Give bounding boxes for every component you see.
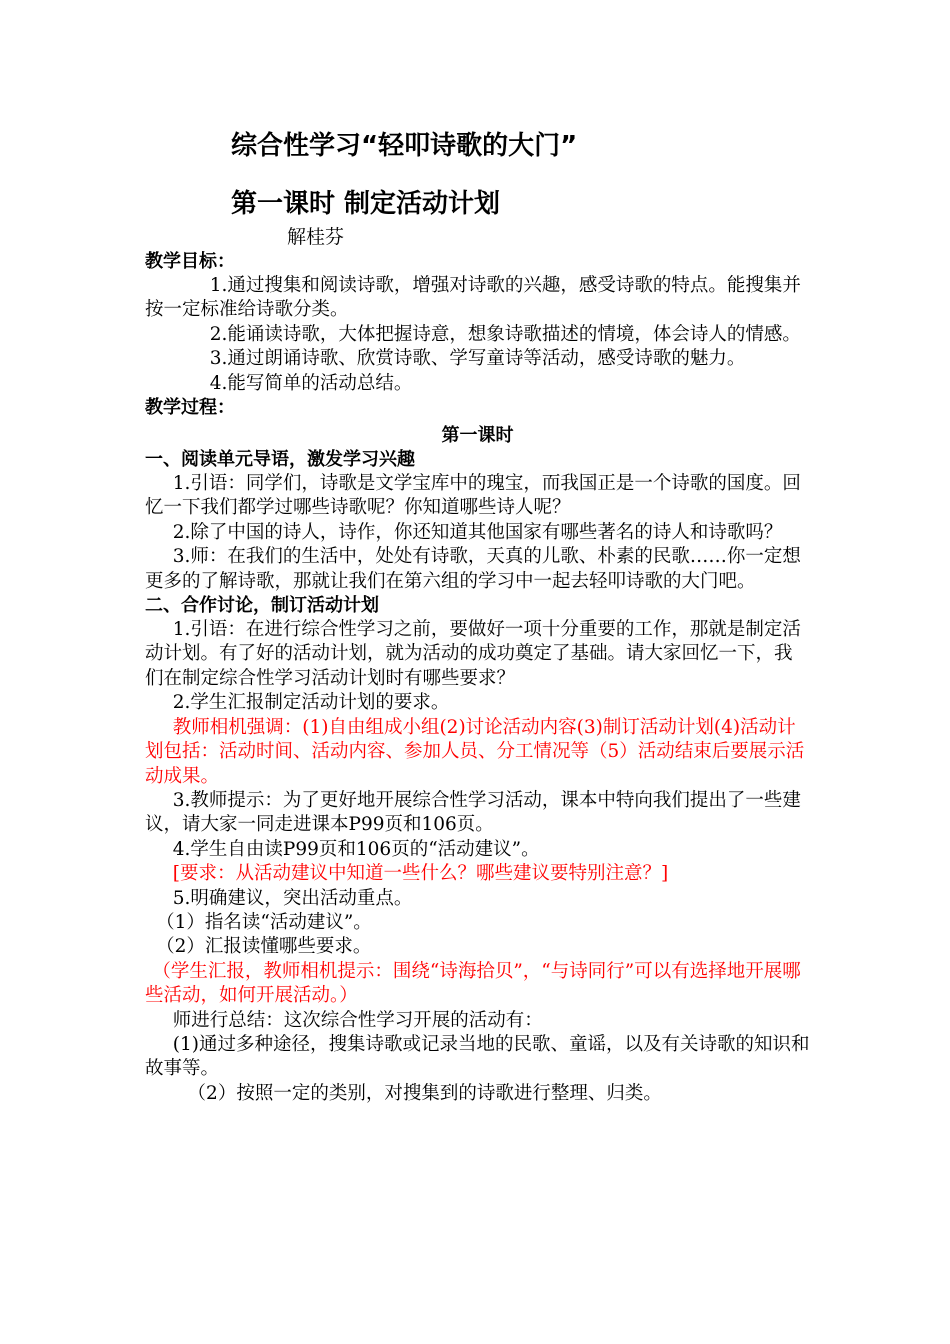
section1-item: 3.师：在我们的生活中，处处有诗歌，天真的儿歌、朴素的民歌……你一定想更多的了解诗歌，那就让我们在第六组的学习中一起去轻叩诗歌的大门吧。 — [145, 546, 801, 592]
document-subtitle: 第一课时 制定活动计划 — [231, 189, 501, 219]
goal-item: 2.能诵读诗歌，大体把握诗意，想象诗歌描述的情境，体会诗人的情感。 — [209, 323, 801, 345]
section2-paragraph: （2）汇报读懂哪些要求。 — [156, 936, 372, 958]
goal-item: 1.通过搜集和阅读诗歌，增强对诗歌的兴趣，感受诗歌的特点。能搜集并按一定标准给诗歌分类。 — [145, 275, 801, 321]
author-name: 解桂芬 — [287, 226, 345, 248]
section1-item: 1.引语：同学们，诗歌是文学宝库中的瑰宝，而我国正是一个诗歌的国度。回忆一下我们都学过哪些诗歌呢？你知道哪些诗人呢？ — [145, 473, 801, 519]
section2-paragraph: 师进行总结：这次综合性学习开展的活动有： — [172, 1009, 543, 1031]
section2-paragraph: （1）指名读“活动建议”。 — [156, 911, 372, 933]
section2-paragraph: 3.教师提示：为了更好地开展综合性学习活动，课本中特向我们提出了一些建议，请大家一同走进课本P99页和106页。 — [145, 789, 801, 836]
section2-heading: 二、合作讨论，制订活动计划 — [145, 595, 379, 617]
document-title: 综合性学习“轻叩诗歌的大门” — [231, 131, 578, 161]
section1-heading: 一、阅读单元导语，激发学习兴趣 — [145, 449, 415, 471]
document-page — [145, 128, 810, 1106]
section2-paragraph: 1.引语：在进行综合性学习之前，要做好一项十分重要的工作，那就是制定活动计划。有了好的活动计划，就为活动的成功奠定了基础。请大家回忆一下，我们在制定综合性学习活动计划时有哪些要求？ — [145, 619, 801, 689]
goal-item: 4.能写简单的活动总结。 — [209, 372, 413, 394]
section2-paragraph: （2）按照一定的类别，对搜集到的诗歌进行整理、归类。 — [187, 1082, 662, 1104]
goals-heading: 教学目标： — [145, 251, 235, 272]
section2-paragraph: 4.学生自由读P99页和106页的“活动建议”。 — [172, 838, 540, 860]
process-heading: 教学过程： — [145, 397, 235, 419]
teacher-emphasis-note: 教师相机强调：(1)自由组成小组(2)讨论活动内容(3)制订活动计划(4)活动计划包括：活动时间、活动内容、参加人员、分工情况等（5）活动结束后要展示活动成果。 — [145, 716, 805, 787]
goal-item: 3.通过朗诵诗歌、欣赏诗歌、学写童诗等活动，感受诗歌的魅力。 — [209, 348, 746, 370]
section1-item: 2.除了中国的诗人，诗作，你还知道其他国家有哪些著名的诗人和诗歌吗？ — [172, 521, 783, 543]
student-report-note: （学生汇报，教师相机提示：围绕“诗海拾贝”，“与诗同行”可以有选择地开展哪些活动，如何开展活动。） — [145, 960, 801, 1007]
section2-paragraph: 5.明确建议，突出活动重点。 — [172, 887, 413, 909]
lesson-heading: 第一课时 — [441, 425, 514, 447]
section2-paragraph: 2.学生汇报制定活动计划的要求。 — [172, 692, 450, 714]
requirement-note: [要求：从活动建议中知道一些什么？哪些建议要特别注意？] — [172, 863, 669, 885]
section2-paragraph: (1)通过多种途径，搜集诗歌或记录当地的民歌、童谣，以及有关诗歌的知识和故事等。 — [145, 1033, 810, 1080]
